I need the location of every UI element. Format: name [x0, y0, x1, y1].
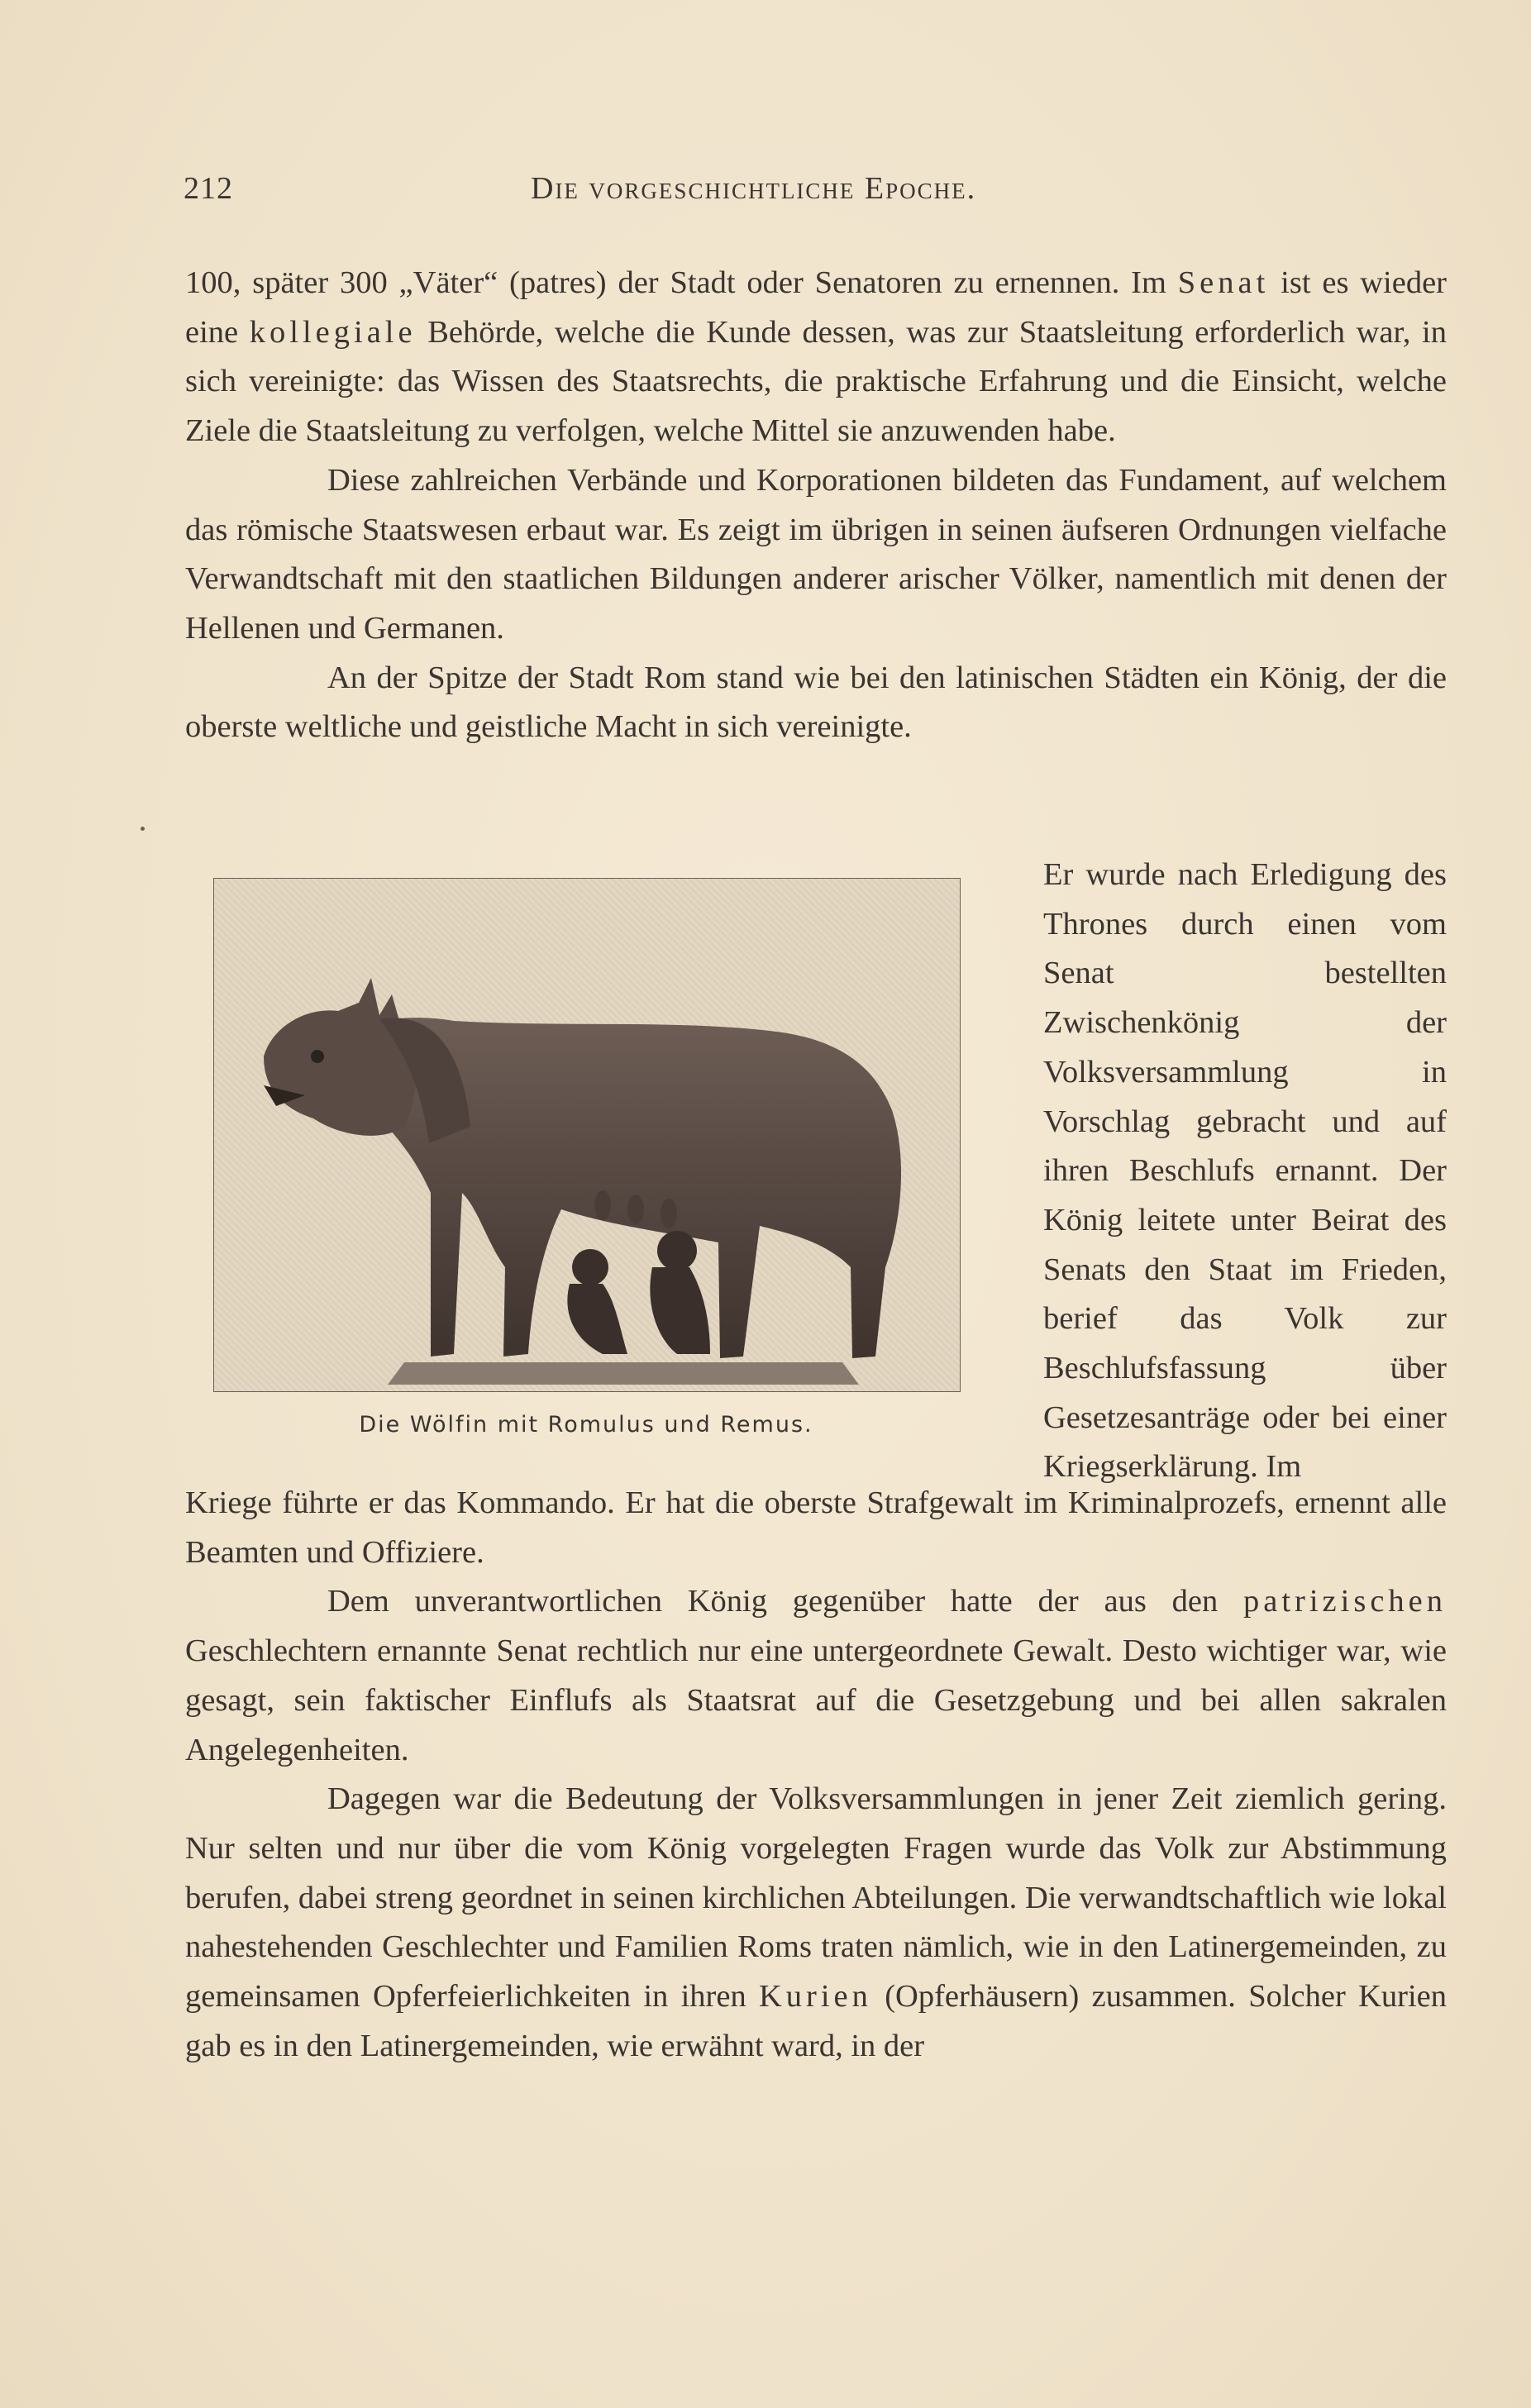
- wolf-eye: [311, 1050, 324, 1063]
- text-run: Dagegen war die Bedeutung der Volksversammlungen in jener Zeit ziemlich gering. Nur selten und nur über die vom König vorgelegten Fragen wurde das Volk zur Abstimmung berufen, dabei streng geordnet in seinen kirchlichen Abteilungen. Die verwandtschaftlich wie lokal nahestehenden Geschlechter und Familien Roms traten nämlich, wie in den Latinergemeinden, zu gemeinsamen Opferfeierlichkeiten in ihren: [185, 1781, 1447, 2015]
- paragraph: [185, 1577, 1447, 1775]
- text-block-lower: [185, 1479, 1447, 2071]
- wolf-head: [264, 978, 416, 1136]
- text-run: Behörde, welche die Kunde dessen, was zur Staatsleitung erforderlich war, in sich vereinigte: das Wissen des Staatsrechts, die praktische Erfahrung und die Einsicht, welche Ziele die Staatsleitung zu verfolgen, welche Mittel sie anzuwenden habe.: [185, 314, 1447, 449]
- running-title: Die vorgeschichtliche Epoche.: [531, 171, 977, 206]
- print-speck: [141, 827, 145, 831]
- text-run: ist es wieder eine: [185, 265, 1448, 350]
- spaced-emphasis: Kurien: [758, 1979, 872, 2015]
- text-run: Geschlechtern ernannte Senat rechtlich nur eine untergeordnete Gewalt. Desto wichtiger war, wie gesagt, sein faktischer Einflufs als Staatsrat auf die Gesetzgebung und bei allen sakralen Angelegenheiten.: [185, 1633, 1447, 1767]
- figure-illustration: [213, 878, 961, 1392]
- she-wolf-statue-illustration: [214, 879, 960, 1391]
- text-run: Dem unverantwortlichen König gegenüber hatte der aus den: [327, 1584, 1243, 1619]
- paragraph: An der Spitze der Stadt Rom stand wie bei den latinischen Städten ein König, der die oberste weltliche und geistliche Macht in sich vereinigte.: [185, 660, 1447, 745]
- spaced-emphasis: patrizischen: [1243, 1584, 1447, 1619]
- paragraph: Kriege führte er das Kommando. Er hat die oberste Strafgewalt im Kriminalprozefs, ernennt alle Beamten und Offiziere.: [185, 1485, 1447, 1570]
- spaced-emphasis: Senat: [1177, 265, 1270, 300]
- twins-figures: [567, 1231, 710, 1354]
- paragraph: [185, 259, 1447, 456]
- text-run: 100, später 300 „Väter“ (patres) der Stadt oder Senatoren zu ernennen. Im: [185, 265, 1178, 300]
- text-beside-figure: [1043, 851, 1447, 1492]
- figure-caption: Die Wölfin mit Romulus und Remus.: [359, 1412, 813, 1438]
- paragraph: Er wurde nach Erledigung des Thrones durch einen vom Senat bestellten Zwischenkönig der Volksversammlung in Vorschlag gebracht und auf ihren Beschlufs ernannt. Der König leitete unter Beirat des Senats den Staat im Frieden, berief das Volk zur Beschlufsfassung über Gesetzesanträge oder bei einer Kriegserklärung. Im: [1043, 857, 1447, 1485]
- spaced-emphasis: kollegiale: [249, 314, 417, 350]
- text-block-upper: [185, 259, 1447, 752]
- statue-base: [388, 1362, 859, 1385]
- paragraph: [185, 1775, 1447, 2071]
- page-header: [184, 170, 1448, 220]
- text-run: (Opferhäusern) zusammen. Solcher Kurien gab es in den Latinergemeinden, wie erwähnt ward, in der: [185, 1979, 1447, 2063]
- paragraph: Diese zahlreichen Verbände und Korporationen bildeten das Fundament, auf welchem das römische Staatswesen erbaut war. Es zeigt im übrigen in seinen äufseren Ordnungen vielfache Verwandtschaft mit den staatlichen Bildungen anderer arischer Völker, namentlich mit denen der Hellenen und Germanen.: [185, 462, 1447, 646]
- page-number: 212: [184, 171, 233, 206]
